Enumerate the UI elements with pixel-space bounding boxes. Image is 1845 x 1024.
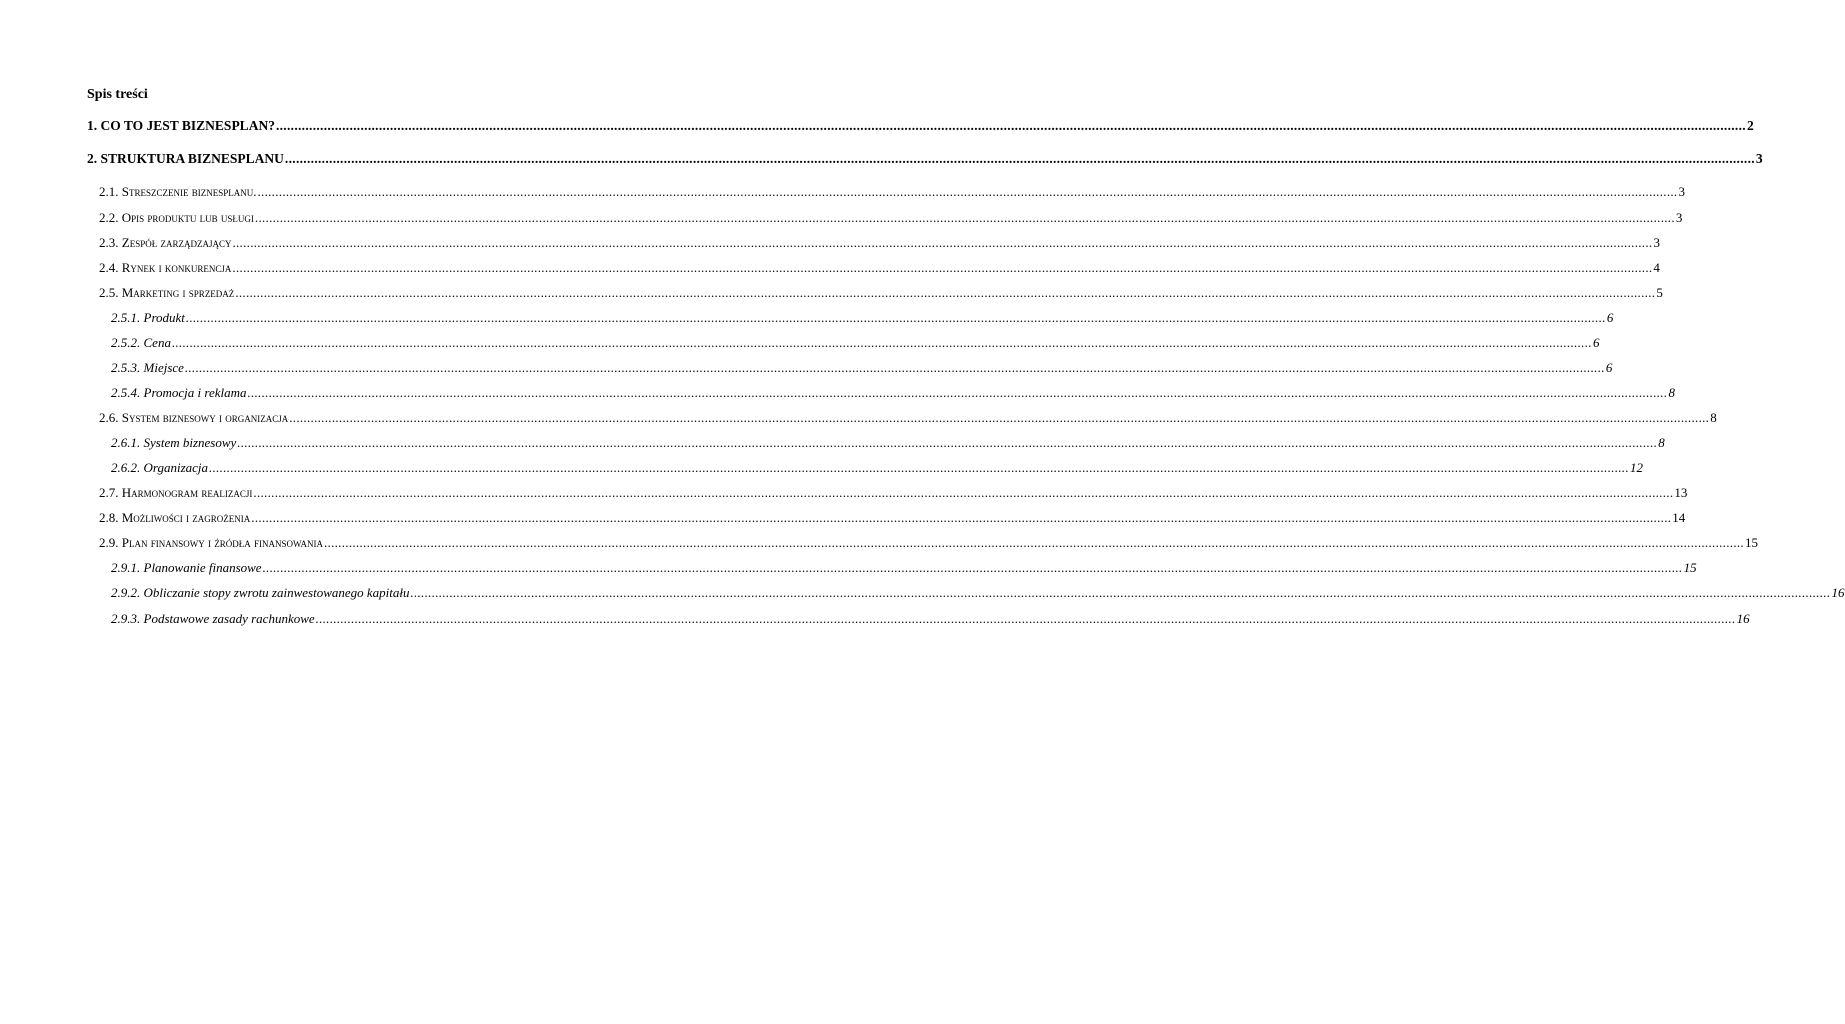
toc-entry-text: 2.9.3. Podstawowe zasady rachunkowe <box>111 611 315 626</box>
toc-entry[interactable] <box>87 151 1763 167</box>
toc-entry[interactable] <box>99 210 1683 226</box>
dot-leader: ................................................................................................................................................................................................................................................................................................................................................................................................................ <box>289 410 1710 425</box>
toc-entry-text: 2.5.2. Cena <box>111 335 171 350</box>
dot-leader: ................................................................................................................................................................................................................................................................................................................................................................................................................ <box>171 335 1592 350</box>
dot-leader: ................................................................................................................................................................................................................................................................................................................................................................................................................ <box>323 535 1744 550</box>
toc-entry-text: 2.6.2. Organizacja <box>111 460 209 475</box>
toc-entry[interactable] <box>111 335 1600 351</box>
toc-entry-text: 2. STRUKTURA BIZNESPLANU <box>87 151 284 166</box>
dot-leader: ................................................................................................................................................................................................................................................................................................................................................................................................................ <box>253 485 1674 500</box>
dot-leader: ................................................................................................................................................................................................................................................................................................................................................................................................................ <box>275 118 1746 133</box>
dot-leader: ................................................................................................................................................................................................................................................................................................................................................................................................................ <box>247 385 1668 400</box>
toc-entry-page: 8 <box>1658 435 1665 450</box>
toc-entry-page: 6 <box>1606 310 1614 325</box>
toc-entry-text: 2.9.2. Obliczanie stopy zwrotu zainwestowanego kapitału <box>111 585 410 600</box>
toc-entry-text: 2.9. Plan finansowy i źródła finansowania <box>99 535 323 550</box>
dot-leader: ................................................................................................................................................................................................................................................................................................................................................................................................................ <box>209 460 1630 475</box>
toc-entry-text: 2.7. Harmonogram realizacji <box>99 485 253 500</box>
toc-entry-page: 12 <box>1630 460 1644 475</box>
dot-leader: ................................................................................................................................................................................................................................................................................................................................................................................................................ <box>184 360 1605 375</box>
toc-entry-page: 13 <box>1674 485 1688 500</box>
dot-leader: ................................................................................................................................................................................................................................................................................................................................................................................................................ <box>262 560 1683 575</box>
dot-leader: ................................................................................................................................................................................................................................................................................................................................................................................................................ <box>284 151 1755 166</box>
toc-entry-page: 2 <box>1746 118 1754 133</box>
toc-entry-text: 2.1. Streszczenie biznesplanu. <box>99 184 257 199</box>
toc-entry-text: 2.3. Zespół zarządzający <box>99 235 232 250</box>
toc-entry-text: 1. CO TO JEST BIZNESPLAN? <box>87 118 275 133</box>
toc-entry-page: 3 <box>1678 184 1685 199</box>
toc-title: Spis treści <box>87 87 148 102</box>
toc-entry-text: 2.9.1. Planowanie finansowe <box>111 560 262 575</box>
toc-entry[interactable] <box>111 585 1845 601</box>
toc-entry[interactable] <box>99 260 1660 276</box>
toc-entry-text: 2.5.3. Miejsce <box>111 360 184 375</box>
toc-entry-page: 3 <box>1675 210 1683 225</box>
toc-entry-page: 3 <box>1653 235 1660 250</box>
dot-leader: ................................................................................................................................................................................................................................................................................................................................................................................................................ <box>257 184 1678 199</box>
dot-leader: ................................................................................................................................................................................................................................................................................................................................................................................................................ <box>254 210 1675 225</box>
toc-entry-page: 16 <box>1831 585 1845 600</box>
toc-entry-page: 8 <box>1710 410 1717 425</box>
toc-entry[interactable] <box>99 510 1686 526</box>
toc-entry-text: 2.5.1. Produkt <box>111 310 185 325</box>
toc-entry[interactable] <box>87 118 1754 134</box>
toc-entry-text: 2.4. Rynek i konkurencja <box>99 260 232 275</box>
toc-entry-text: 2.5.4. Promocja i reklama <box>111 385 247 400</box>
toc-entry[interactable] <box>111 435 1665 451</box>
dot-leader: ................................................................................................................................................................................................................................................................................................................................................................................................................ <box>251 510 1672 525</box>
dot-leader: ................................................................................................................................................................................................................................................................................................................................................................................................................ <box>237 435 1658 450</box>
toc-entry-page: 3 <box>1755 151 1763 166</box>
dot-leader: ................................................................................................................................................................................................................................................................................................................................................................................................................ <box>235 285 1656 300</box>
dot-leader: ................................................................................................................................................................................................................................................................................................................................................................................................................ <box>232 260 1653 275</box>
dot-leader: ................................................................................................................................................................................................................................................................................................................................................................................................................ <box>232 235 1653 250</box>
toc-entry[interactable] <box>99 535 1758 551</box>
toc-entry-text: 2.6. System biznesowy i organizacja <box>99 410 289 425</box>
toc-entry-page: 5 <box>1656 285 1663 300</box>
toc-entry-page: 14 <box>1672 510 1686 525</box>
dot-leader: ................................................................................................................................................................................................................................................................................................................................................................................................................ <box>185 310 1606 325</box>
toc-entry[interactable] <box>111 310 1614 326</box>
dot-leader: ................................................................................................................................................................................................................................................................................................................................................................................................................ <box>315 611 1736 626</box>
toc-entry-text: 2.2. Opis produktu lub usługi <box>99 210 254 225</box>
toc-entry-text: 2.6.1. System biznesowy <box>111 435 237 450</box>
toc-entry-page: 15 <box>1683 560 1697 575</box>
toc-entry-page: 4 <box>1653 260 1660 275</box>
toc-entry-page: 16 <box>1736 611 1750 626</box>
toc-entry[interactable] <box>99 285 1663 301</box>
toc-entry[interactable] <box>99 235 1660 251</box>
toc-entry[interactable] <box>99 184 1685 200</box>
toc-entry[interactable] <box>111 385 1676 401</box>
toc-entry[interactable] <box>99 410 1717 426</box>
toc-entry[interactable] <box>111 560 1697 576</box>
toc-entry[interactable] <box>99 485 1688 501</box>
toc-entry[interactable] <box>111 360 1613 376</box>
toc-entry-page: 6 <box>1605 360 1613 375</box>
toc-entry-page: 8 <box>1668 385 1676 400</box>
dot-leader: ................................................................................................................................................................................................................................................................................................................................................................................................................ <box>410 585 1831 600</box>
toc-entry-text: 2.5. Marketing i sprzedaż <box>99 285 235 300</box>
toc-entry-page: 6 <box>1592 335 1600 350</box>
toc-entry[interactable] <box>111 460 1644 476</box>
toc-entry-text: 2.8. Możliwości i zagrożenia <box>99 510 251 525</box>
toc-entry[interactable] <box>111 611 1750 627</box>
toc-entry-page: 15 <box>1744 535 1758 550</box>
